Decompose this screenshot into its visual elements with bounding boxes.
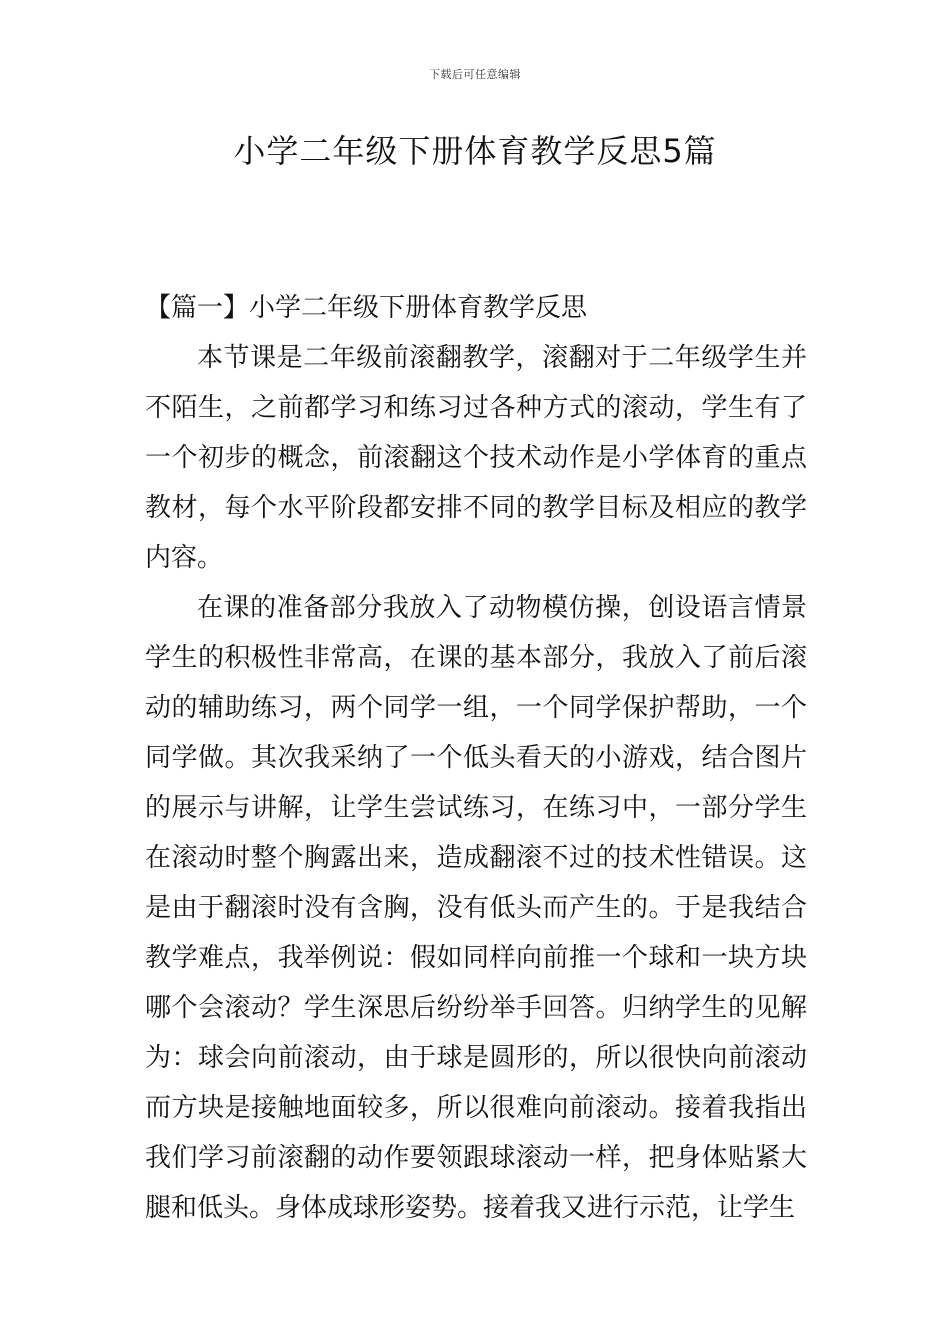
paragraph: 本节课是二年级前滚翻教学，滚翻对于二年级学生并不陌生，之前都学习和练习过各种方式的滚动，学生有了一个初步的概念，前滚翻这个技术动作是小学体育的重点教材，每个水平阶段都安排不同的教学目标及相应的教学内容。 [145,343,807,573]
header-note: 下载后可任意编辑 [429,68,521,81]
section-heading: 【篇一】小学二年级下册体育教学反思 [145,293,588,323]
paragraph: 在课的准备部分我放入了动物模仿操，创设语言情景学生的积极性非常高，在课的基本部分，我放入了前后滚动的辅助练习，两个同学一组，一个同学保护帮助，一个同学做。其次我采纳了一个低头看天的小游戏，结合图片的展示与讲解，让学生尝试练习，在练习中，一部分学生在滚动时整个胸露出来，造成翻滚不过的技术性错误。这是由于翻滚时没有含胸，没有低头而产生的。于是我结合教学难点，我举例说：假如同样向前推一个球和一块方块哪个会滚动？学生深思后纷纷举手回答。归纳学生的见解为：球会向前滚动，由于球是圆形的，所以很快向前滚动而方块是接触地面较多，所以很难向前滚动。接着我指出我们学习前滚翻的动作要领跟球滚动一样，把身体贴紧大腿和低头。身体成球形姿势。接着我又进行示范，让学生 [145,593,807,1223]
document-body [145,283,807,1233]
document-title: 小学二年级下册体育教学反思5篇 [233,132,717,170]
